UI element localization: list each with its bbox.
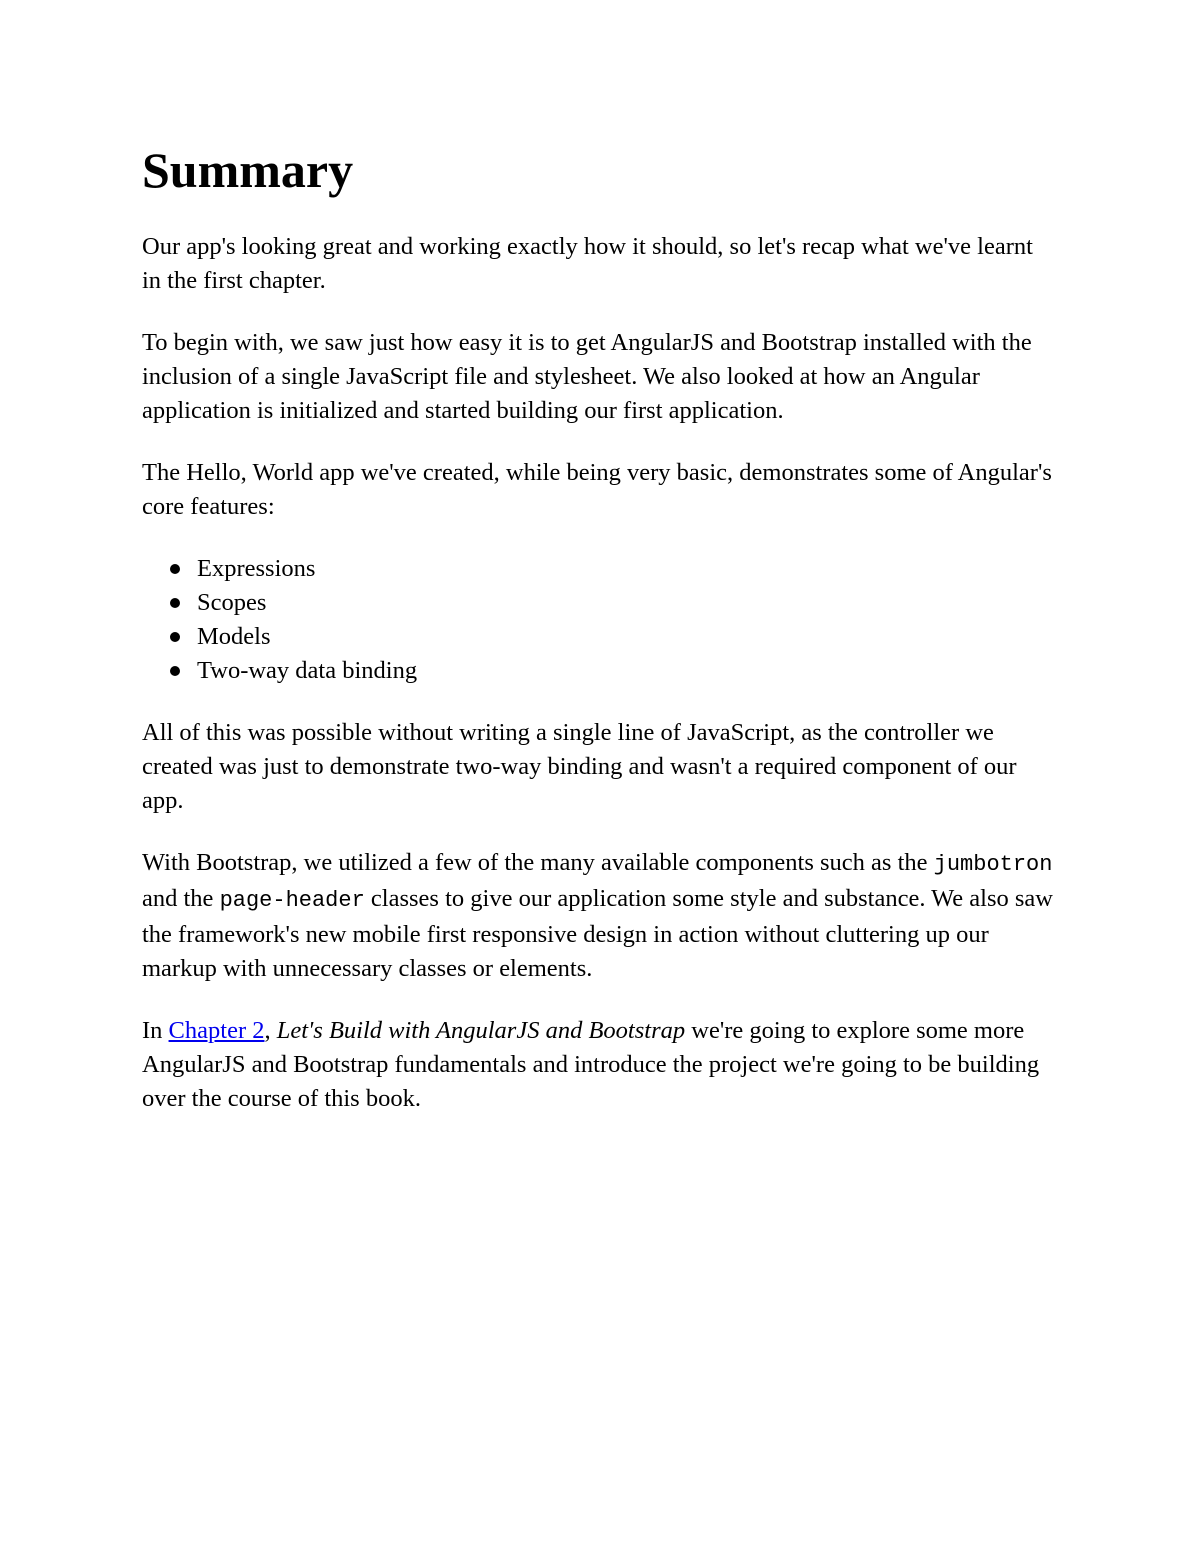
- code-jumbotron: jumbotron: [933, 852, 1053, 877]
- intro-paragraph: Our app's looking great and working exactly how it should, so let's recap what we've learnt in the first chapter.: [142, 233, 1033, 294]
- code-page-header: page-header: [219, 888, 365, 913]
- list-item: [197, 552, 1057, 586]
- bullet-icon: [170, 564, 180, 574]
- bullet-icon: [170, 598, 180, 608]
- bootstrap-text-1: With Bootstrap, we utilized a few of the many available components such as the: [142, 849, 934, 876]
- list-item-label: Models: [197, 623, 271, 650]
- bootstrap-paragraph: [142, 846, 1057, 986]
- bullet-icon: [170, 632, 180, 642]
- page-title: Summary: [142, 142, 354, 198]
- javascript-paragraph: All of this was possible without writing a single line of JavaScript, as the controller we created was just to demonstrate two-way binding and wasn't a required component of our app.: [142, 719, 1017, 814]
- list-item-label: Scopes: [197, 589, 267, 616]
- list-item: [197, 654, 1057, 688]
- bootstrap-text-2: and the: [142, 885, 220, 912]
- list-item-label: Expressions: [197, 555, 316, 582]
- bullet-icon: [170, 666, 180, 676]
- next-text-1: In: [142, 1017, 169, 1044]
- list-item-label: Two-way data binding: [197, 657, 418, 684]
- core-features-list: [142, 552, 1057, 688]
- next-text-2: ,: [264, 1017, 277, 1044]
- installation-paragraph: To begin with, we saw just how easy it is to get AngularJS and Bootstrap installed with the inclusion of a single JavaScript file and stylesheet. We also looked at how an Angular application is initialized and started building our first application.: [142, 329, 1032, 424]
- list-item: [197, 620, 1057, 654]
- features-intro-paragraph: The Hello, World app we've created, while being very basic, demonstrates some of Angular's core features:: [142, 459, 1052, 520]
- next-text-3: we're going to explore some more AngularJS and Bootstrap fundamentals and introduce the project we're going to be building over the course of this book.: [142, 1017, 1040, 1112]
- document-page: [142, 140, 1057, 1144]
- chapter-2-link[interactable]: Chapter 2: [168, 1017, 265, 1044]
- chapter-title: Let's Build with AngularJS and Bootstrap: [276, 1017, 686, 1044]
- next-chapter-paragraph: [142, 1014, 1057, 1116]
- bootstrap-text-3: classes to give our application some style and substance. We also saw the framework's new mobile first responsive design in action without cluttering up our markup with unnecessary classes or elements.: [142, 885, 1053, 982]
- list-item: [197, 586, 1057, 620]
